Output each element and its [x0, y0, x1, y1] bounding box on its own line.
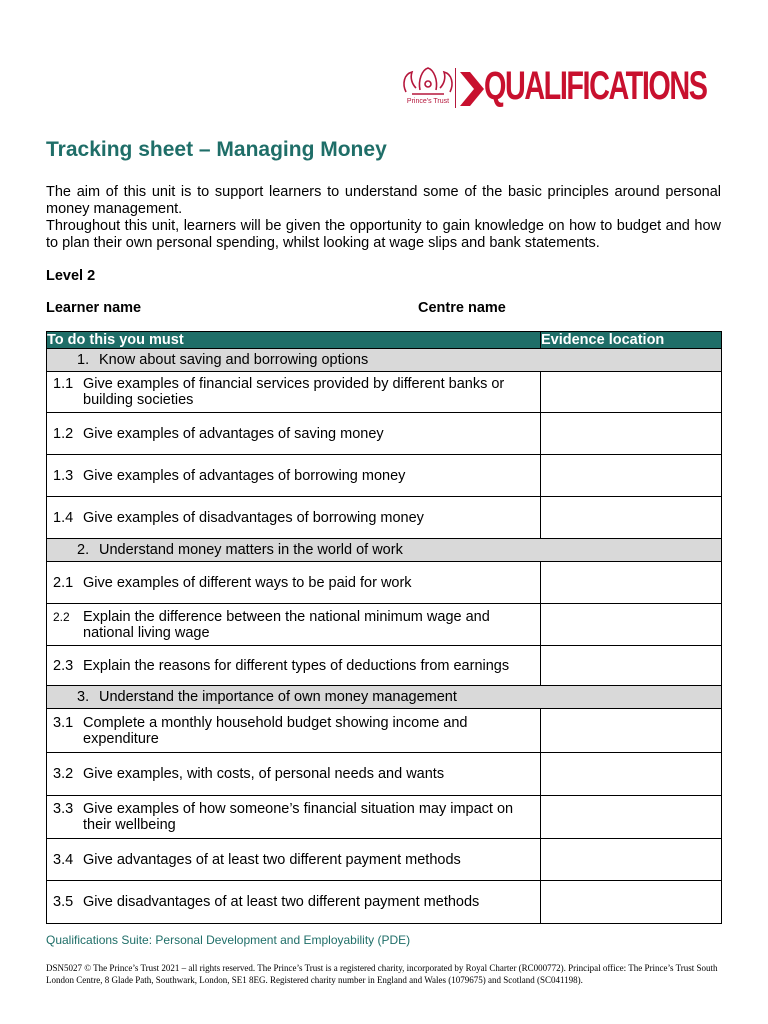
criterion-text: Give examples of financial services provided by different banks or building societies — [83, 376, 505, 408]
criterion-number: 2.2 — [53, 609, 70, 624]
criterion-row — [47, 372, 722, 413]
page-title: Tracking sheet – Managing Money — [46, 138, 387, 161]
criterion-text: Give examples, with costs, of personal needs and wants — [83, 766, 445, 782]
criterion-number: 2.3 — [53, 657, 74, 674]
evidence-cell[interactable] — [541, 753, 722, 796]
table-header-row — [47, 332, 722, 349]
criterion-text: Give examples of advantages of saving money — [83, 425, 384, 442]
criterion-row — [47, 646, 722, 686]
criterion-text: Give advantages of at least two different payment methods — [83, 851, 461, 868]
level-label: Level 2 — [46, 268, 96, 284]
evidence-cell[interactable] — [541, 881, 722, 924]
criterion-number: 3.2 — [53, 766, 74, 782]
criterion-number: 3.4 — [53, 851, 74, 868]
intro-text — [46, 184, 721, 252]
criterion-row — [47, 709, 722, 753]
evidence-cell[interactable] — [541, 372, 722, 413]
criterion-row — [47, 881, 722, 924]
evidence-cell[interactable] — [541, 709, 722, 753]
criterion-number: 1.2 — [53, 425, 74, 442]
logo-divider — [455, 68, 456, 108]
intro-paragraph-2: Throughout this unit, learners will be given the opportunity to gain knowledge on how to budget and how to plan their own personal spending, whilst looking at wage slips and bank statements. — [46, 218, 721, 251]
evidence-cell[interactable] — [541, 604, 722, 646]
criterion-text: Give examples of how someone’s financial situation may impact on their wellbeing — [83, 801, 514, 833]
qualifications-logo — [398, 64, 707, 112]
criterion-number: 3.3 — [53, 801, 74, 817]
section-title: Understand money matters in the world of work — [99, 542, 403, 558]
evidence-cell[interactable] — [541, 646, 722, 686]
section-number: 2. — [77, 542, 90, 558]
criterion-row — [47, 604, 722, 646]
evidence-cell[interactable] — [541, 796, 722, 839]
crest-caption: Prince's Trust — [406, 98, 450, 105]
criterion-text: Give examples of different ways to be paid for work — [83, 574, 412, 591]
criterion-row — [47, 455, 722, 497]
criterion-row — [47, 753, 722, 796]
criterion-number: 1.4 — [53, 509, 74, 526]
criterion-text: Complete a monthly household budget showing income and expenditure — [83, 714, 468, 747]
footer-legal: DSN5027 © The Prince’s Trust 2021 – all rights reserved. The Prince’s Trust is a registered charity, incorporated by Royal Charter (RC000772). Principal office: The Prince’s Trust South London Centre, 8 Glade Path, Southwark, London, SE1 8EG. Registered charity number in England and Wales (1079675) and Scotland (SC041198). — [46, 963, 718, 985]
column-header-criteria: To do this you must — [47, 332, 541, 349]
evidence-cell[interactable] — [541, 562, 722, 604]
criterion-row — [47, 796, 722, 839]
section-row — [47, 349, 722, 372]
criterion-text: Explain the difference between the national minimum wage and national living wage — [83, 608, 490, 641]
chevron-icon — [460, 70, 486, 108]
section-title: Know about saving and borrowing options — [99, 352, 369, 368]
criterion-number: 3.1 — [53, 714, 74, 731]
criterion-row — [47, 413, 722, 455]
criterion-number: 1.3 — [53, 467, 74, 484]
learner-name-label: Learner name — [46, 300, 142, 316]
centre-name-label: Centre name — [418, 300, 506, 316]
criterion-number: 2.1 — [53, 574, 74, 591]
tracking-table — [46, 331, 722, 924]
criterion-row — [47, 497, 722, 539]
column-header-evidence: Evidence location — [541, 332, 722, 349]
section-row — [47, 539, 722, 562]
evidence-cell[interactable] — [541, 497, 722, 539]
criterion-row — [47, 839, 722, 881]
footer-suite: Qualifications Suite: Personal Development and Employability (PDE) — [46, 933, 411, 947]
brand-word: QUALIFICATIONS — [484, 64, 707, 108]
section-number: 3. — [77, 689, 90, 705]
criterion-row — [47, 562, 722, 604]
criterion-number: 3.5 — [53, 894, 74, 910]
evidence-cell[interactable] — [541, 455, 722, 497]
criterion-text: Explain the reasons for different types of deductions from earnings — [83, 657, 510, 674]
criterion-text: Give examples of disadvantages of borrowing money — [83, 509, 424, 526]
criterion-text: Give disadvantages of at least two different payment methods — [83, 894, 480, 910]
criterion-text: Give examples of advantages of borrowing money — [83, 467, 406, 484]
evidence-cell[interactable] — [541, 839, 722, 881]
section-number: 1. — [77, 352, 90, 368]
evidence-cell[interactable] — [541, 413, 722, 455]
criterion-number: 1.1 — [53, 376, 74, 392]
intro-paragraph-1: The aim of this unit is to support learners to understand some of the basic principles around personal money management. — [46, 184, 721, 217]
section-title: Understand the importance of own money management — [99, 689, 457, 705]
section-row — [47, 686, 722, 709]
